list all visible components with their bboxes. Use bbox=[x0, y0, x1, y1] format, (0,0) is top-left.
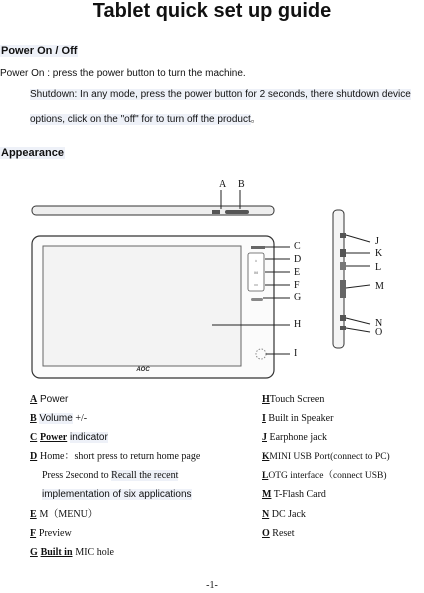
dc-jack bbox=[340, 315, 346, 321]
legend-item-b: B Volume +/- bbox=[30, 413, 88, 424]
earphone-jack bbox=[340, 233, 346, 238]
callout-e: E bbox=[294, 267, 301, 278]
callout-k: K bbox=[375, 248, 383, 259]
callout-m: M bbox=[375, 281, 384, 292]
page-number: -1- bbox=[206, 580, 218, 591]
legend-item-o: O Reset bbox=[262, 528, 295, 539]
callout-o: O bbox=[375, 327, 383, 338]
legend-item-e: E M（MENU） bbox=[30, 509, 98, 520]
touch-screen bbox=[43, 246, 241, 366]
device-side-view bbox=[333, 210, 346, 348]
callout-b: B bbox=[238, 179, 245, 190]
power-button-top bbox=[212, 210, 220, 214]
otg-port bbox=[340, 262, 346, 270]
volume-button-top bbox=[225, 210, 249, 214]
legend-item-h: HTouch Screen bbox=[262, 394, 325, 405]
mini-usb bbox=[340, 249, 346, 257]
legend-item-c: C Power indicator bbox=[30, 432, 108, 443]
legend-item-l: LOTG interface（connect USB) bbox=[262, 471, 387, 481]
home-key: ⌂ bbox=[254, 258, 258, 263]
legend-item-d: D Home：short press to return home page bbox=[30, 451, 201, 462]
shutdown-text-2 bbox=[30, 110, 261, 125]
reset-hole bbox=[340, 326, 346, 330]
power-on-text: Power On : press the power button to turn the machine. bbox=[0, 68, 246, 79]
legend-item-g: G Built in MIC hole bbox=[30, 547, 114, 558]
legend-item-k: KMINI USB Port(connect to PC) bbox=[262, 452, 390, 462]
device-front-view bbox=[32, 236, 274, 378]
callout-f: F bbox=[294, 280, 300, 291]
callout-d: D bbox=[294, 254, 302, 265]
legend-item-f: F Preview bbox=[30, 528, 72, 539]
tf-slot bbox=[340, 280, 346, 298]
shutdown-text-2b: 。 bbox=[250, 114, 261, 125]
legend-item-d-cont: Press 2second to Recall the recent bbox=[42, 470, 179, 481]
device-top-view bbox=[32, 190, 274, 215]
mic-hole bbox=[251, 298, 263, 301]
legend-item-m: M T-Flash Card bbox=[262, 489, 326, 500]
page-title: Tablet quick set up guide bbox=[92, 0, 332, 22]
power-heading: Power On / Off bbox=[1, 45, 78, 57]
callout-l: L bbox=[375, 262, 382, 273]
shutdown-text-2a: options, click on the "off" for to turn off the product bbox=[30, 114, 251, 125]
shutdown-text-1: Shutdown: In any mode, press the power button for 2 seconds, there shutdown device bbox=[30, 89, 411, 100]
callout-a: A bbox=[219, 179, 227, 190]
legend-item-a: A Power bbox=[30, 394, 69, 405]
callout-g: G bbox=[294, 292, 302, 303]
appearance-heading: Appearance bbox=[1, 147, 64, 159]
callout-h: H bbox=[294, 319, 302, 330]
legend-item-n: N DC Jack bbox=[262, 509, 306, 520]
device-logo: AOC bbox=[136, 367, 150, 373]
callout-n: N bbox=[375, 318, 383, 329]
legend-item-d-cont2: implementation of six applications bbox=[42, 489, 192, 500]
legend-item-j: J Earphone jack bbox=[262, 432, 327, 443]
callout-i: I bbox=[294, 348, 298, 359]
preview-key: ▭ bbox=[254, 282, 258, 287]
callout-j: J bbox=[375, 236, 379, 247]
menu-key: M bbox=[254, 270, 258, 275]
legend-item-i: I Built in Speaker bbox=[262, 413, 334, 424]
callout-c: C bbox=[294, 241, 301, 252]
device-diagram bbox=[0, 170, 424, 390]
power-indicator bbox=[251, 246, 265, 249]
